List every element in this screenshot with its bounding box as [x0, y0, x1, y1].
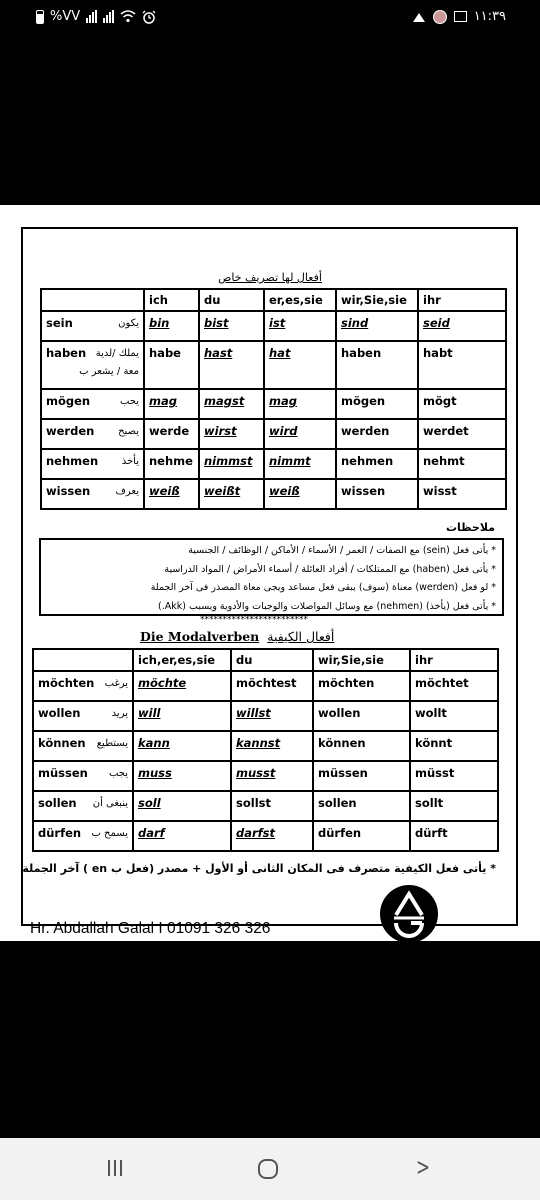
- modal-verbs-title: [140, 629, 400, 644]
- infinitive: werden: [46, 424, 95, 438]
- alarm-icon: [142, 10, 156, 24]
- conjugation-cell: wollt: [410, 701, 498, 731]
- conjugation-cell: bin: [144, 311, 199, 341]
- infinitive: wissen: [46, 484, 91, 498]
- note-line: * لو فعل (werden) معناة (سوف) يبقى فعل مساعد ويجى معاة المصدر فى آخر الجملة: [150, 582, 496, 593]
- arabic-meaning: يجب: [108, 767, 128, 779]
- battery-icon: [36, 10, 44, 24]
- status-bar: [0, 0, 540, 36]
- note-line: * يأتى فعل (يأخذ) (nehmen) مع وسائل المواصلات والوجبات والأدوية ويسبب (Akk.): [158, 600, 496, 612]
- special-verbs-title: أفعال لها تصريف خاص: [218, 271, 322, 284]
- conjugation-cell: darfst: [231, 821, 313, 851]
- infinitive: wollen: [38, 706, 81, 720]
- column-header: du: [231, 649, 313, 671]
- infinitive: nehmen: [46, 454, 99, 468]
- clock: ١١:٣٩: [473, 9, 506, 24]
- conjugation-cell: sollt: [410, 791, 498, 821]
- notification-icon: [412, 11, 426, 23]
- conjugation-cell: bist: [199, 311, 264, 341]
- infinitive: mögen: [46, 394, 91, 408]
- arabic-meaning: يكون: [118, 317, 139, 329]
- conjugation-cell: wirst: [199, 419, 264, 449]
- arabic-meaning: يسمح ب: [91, 827, 128, 839]
- modal-title-german: Die Modalverben: [140, 629, 260, 644]
- conjugation-cell: mag: [144, 389, 199, 419]
- status-right: [412, 9, 506, 24]
- conjugation-cell: möchte: [133, 671, 231, 701]
- infinitive: möchten: [38, 676, 95, 690]
- infinitive-cell: [33, 821, 133, 851]
- table-header-row: [33, 649, 498, 671]
- arabic-meaning: يأخذ: [121, 455, 139, 467]
- conjugation-cell: haben: [336, 341, 418, 389]
- conjugation-cell: weiß: [144, 479, 199, 509]
- note-line: * يأتى فعل (sein) مع الصفات / العمر / الأسماء / الأماكن / الوظائف / الجنسية: [188, 545, 496, 556]
- conjugation-cell: habe: [144, 341, 199, 389]
- conjugation-cell: nimmt: [264, 449, 336, 479]
- infinitive: sollen: [38, 796, 77, 810]
- infinitive: können: [38, 736, 86, 750]
- conjugation-cell: darf: [133, 821, 231, 851]
- table-row: [41, 311, 506, 341]
- conjugation-cell: kann: [133, 731, 231, 761]
- column-header: er,es,sie: [264, 289, 336, 311]
- avatar-icon: [433, 10, 447, 24]
- infinitive: dürfen: [38, 826, 82, 840]
- conjugation-cell: ist: [264, 311, 336, 341]
- conjugation-cell: mögt: [418, 389, 506, 419]
- back-button[interactable]: >: [416, 1153, 431, 1181]
- conjugation-cell: mag: [264, 389, 336, 419]
- conjugation-cell: nehmen: [336, 449, 418, 479]
- modal-title-arabic: أفعال الكيفية: [267, 629, 335, 644]
- column-header: ihr: [418, 289, 506, 311]
- conjugation-cell: hast: [199, 341, 264, 389]
- conjugation-cell: wollen: [313, 701, 410, 731]
- notes-box: [39, 538, 504, 616]
- infinitive-cell: [33, 791, 133, 821]
- column-header: wir,Sie,sie: [336, 289, 418, 311]
- battery-percent: %VV: [50, 9, 81, 24]
- conjugation-cell: sollen: [313, 791, 410, 821]
- column-header: [41, 289, 144, 311]
- table-row: [33, 821, 498, 851]
- arabic-meaning: يملك /لدية: [95, 347, 139, 359]
- conjugation-cell: mögen: [336, 389, 418, 419]
- conjugation-cell: magst: [199, 389, 264, 419]
- ag-logo: [380, 885, 438, 943]
- table-row: [41, 449, 506, 479]
- infinitive: haben: [46, 346, 87, 360]
- conjugation-cell: werde: [144, 419, 199, 449]
- conjugation-cell: kannst: [231, 731, 313, 761]
- arabic-meaning: يستطيع: [96, 737, 128, 749]
- conjugation-cell: muss: [133, 761, 231, 791]
- infinitive-cell: [41, 341, 144, 389]
- table-row: [33, 791, 498, 821]
- modal-verbs-table: [32, 648, 499, 852]
- infinitive-cell: [33, 761, 133, 791]
- note-line: * يأتى فعل (haben) مع الممتلكات / أفراد العائلة / أسماء الأمراض / المواد الدراسية: [164, 563, 496, 575]
- conjugation-cell: müsst: [410, 761, 498, 791]
- table-row: [41, 341, 506, 389]
- infinitive: müssen: [38, 766, 88, 780]
- notes-heading: ملاحظات: [446, 521, 495, 534]
- conjugation-cell: wissen: [336, 479, 418, 509]
- infinitive-cell: [33, 701, 133, 731]
- wifi-icon: [120, 10, 136, 23]
- infinitive-cell: [41, 389, 144, 419]
- arabic-meaning: ينبغى أن: [92, 797, 128, 809]
- arabic-meaning-extra: معة / يشعر ب: [79, 366, 139, 377]
- column-header: ihr: [410, 649, 498, 671]
- conjugation-cell: nimmst: [199, 449, 264, 479]
- conjugation-cell: musst: [231, 761, 313, 791]
- conjugation-cell: willst: [231, 701, 313, 731]
- conjugation-cell: wisst: [418, 479, 506, 509]
- conjugation-cell: nehmt: [418, 449, 506, 479]
- arabic-meaning: يصبح: [118, 425, 139, 437]
- infinitive-cell: [33, 671, 133, 701]
- table-row: [33, 731, 498, 761]
- special-verbs-table: [40, 288, 507, 510]
- infinitive-cell: [41, 419, 144, 449]
- recent-apps-button[interactable]: [108, 1160, 122, 1176]
- conjugation-cell: wird: [264, 419, 336, 449]
- conjugation-cell: hat: [264, 341, 336, 389]
- column-header: ich,er,es,sie: [133, 649, 231, 671]
- table-row: [41, 479, 506, 509]
- conjugation-cell: seid: [418, 311, 506, 341]
- conjugation-cell: weiß: [264, 479, 336, 509]
- table-row: [41, 389, 506, 419]
- table-row: [33, 761, 498, 791]
- conjugation-cell: weißt: [199, 479, 264, 509]
- author-line: Hr. Abdallah Galal I 01091 326 326: [30, 920, 271, 937]
- navigation-bar: [0, 1138, 540, 1200]
- document-page: [0, 205, 540, 941]
- conjugation-cell: werden: [336, 419, 418, 449]
- conjugation-cell: sollst: [231, 791, 313, 821]
- conjugation-cell: will: [133, 701, 231, 731]
- table-row: [33, 701, 498, 731]
- conjugation-cell: möchtet: [410, 671, 498, 701]
- conjugation-cell: möchtest: [231, 671, 313, 701]
- column-header: ich: [144, 289, 199, 311]
- conjugation-cell: nehme: [144, 449, 199, 479]
- conjugation-cell: habt: [418, 341, 506, 389]
- signal-icon: [86, 10, 97, 23]
- column-header: wir,Sie,sie: [313, 649, 410, 671]
- arabic-meaning: يرغب: [104, 677, 128, 689]
- arabic-meaning: يريد: [111, 707, 128, 719]
- conjugation-cell: soll: [133, 791, 231, 821]
- conjugation-cell: möchten: [313, 671, 410, 701]
- infinitive-cell: [33, 731, 133, 761]
- arabic-meaning: يعرف: [115, 485, 139, 497]
- conjugation-cell: dürfen: [313, 821, 410, 851]
- infinitive: sein: [46, 316, 73, 330]
- table-row: [41, 419, 506, 449]
- infinitive-cell: [41, 479, 144, 509]
- conjugation-cell: werdet: [418, 419, 506, 449]
- column-header: du: [199, 289, 264, 311]
- image-icon: [454, 11, 467, 22]
- conjugation-cell: können: [313, 731, 410, 761]
- modal-note: * يأتى فعل الكيفية متصرف فى المكان الثانى أو الأول + مصدر (فعل ب en ) آخر الجملة: [22, 862, 496, 875]
- infinitive-cell: [41, 311, 144, 341]
- conjugation-cell: sind: [336, 311, 418, 341]
- conjugation-cell: müssen: [313, 761, 410, 791]
- table-row: [33, 671, 498, 701]
- home-button[interactable]: [258, 1159, 278, 1179]
- table-header-row: [41, 289, 506, 311]
- arabic-meaning: يحب: [119, 395, 139, 407]
- conjugation-cell: dürft: [410, 821, 498, 851]
- stars-divider: ************************: [200, 615, 308, 625]
- column-header: [33, 649, 133, 671]
- status-left: [36, 9, 156, 24]
- signal-icon: [103, 10, 114, 23]
- conjugation-cell: könnt: [410, 731, 498, 761]
- infinitive-cell: [41, 449, 144, 479]
